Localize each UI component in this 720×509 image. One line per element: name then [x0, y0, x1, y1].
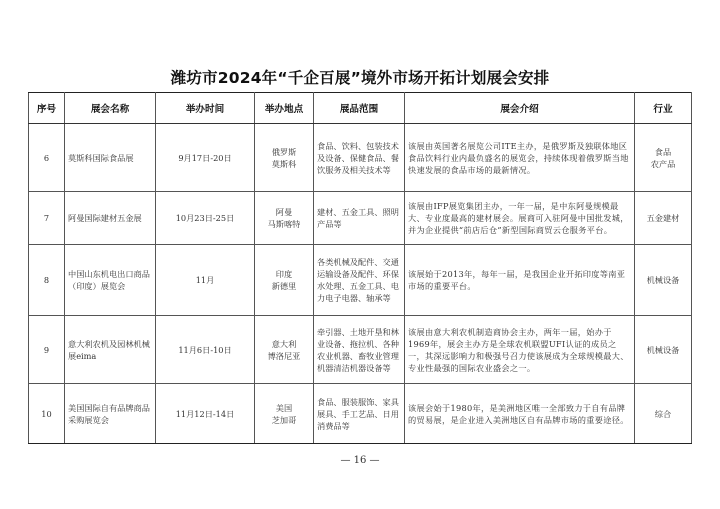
intro-cell: 该展会始于1980年，是美洲地区唯一全部致力于自有品牌的贸易展，是企业进入美洲地区自有品牌市场的重要途径。	[405, 384, 635, 444]
place-line-2: 马斯喀特	[267, 219, 301, 229]
scope-cell: 牵引器、土地开垦和林业设备、拖拉机、各种农业机器、畜牧业管理机器清洁机器设备等	[314, 316, 405, 384]
table-row	[29, 384, 692, 444]
page-title: 潍坊市2024年“千企百展”境外市场开拓计划展会安排	[170, 69, 550, 87]
place-cell	[255, 245, 314, 316]
place-line-2: 新德里	[271, 281, 297, 291]
place-line-2: 博洛尼亚	[267, 350, 301, 361]
scope-cell: 建材、五金工具、照明产品等	[314, 192, 405, 245]
industry-cell	[635, 124, 692, 192]
seq-cell: 6	[29, 124, 65, 192]
name-cell: 意大利农机及园林机械展eima	[65, 316, 156, 384]
place-line-1: 俄罗斯	[271, 146, 297, 157]
scope-cell: 食品、服装服饰、家具展具、手工艺品、日用消费品等	[314, 384, 405, 444]
table-row	[29, 316, 692, 384]
seq-cell: 9	[29, 316, 65, 384]
place-cell	[255, 316, 314, 384]
time-cell: 11月6日-10日	[156, 316, 255, 384]
header-scope: 展品范围	[314, 93, 405, 124]
header-name: 展会名称	[65, 93, 156, 124]
header-intro: 展会介绍	[405, 93, 635, 124]
name-cell: 阿曼国际建材五金展	[65, 192, 156, 245]
intro-cell: 该展始于2013年，每年一届，是我国企业开拓印度等南亚市场的重要平台。	[405, 245, 635, 316]
scope-cell: 食品、饮料、包装技术及设备、保健食品、餐饮服务及相关技术等	[314, 124, 405, 192]
time-cell: 11月12日-14日	[156, 384, 255, 444]
intro-cell: 该展由英国著名展览公司ITE主办，是俄罗斯及独联体地区食品饮料行业内最负盛名的展览会，持续体现着俄罗斯当地快速发展的食品市场的最新情况。	[405, 124, 635, 192]
place-cell	[255, 384, 314, 444]
name-cell: 美国国际自有品牌商品采购展览会	[65, 384, 156, 444]
time-cell: 10月23日-25日	[156, 192, 255, 245]
header-time: 举办时间	[156, 93, 255, 124]
table-header-row	[29, 93, 692, 124]
industry-cell: 综合	[635, 384, 692, 444]
time-cell: 11月	[156, 245, 255, 316]
industry-cell: 机械设备	[635, 316, 692, 384]
exhibition-schedule-table	[28, 92, 692, 444]
header-place: 举办地点	[255, 93, 314, 124]
header-seq: 序号	[29, 93, 65, 124]
place-cell	[255, 192, 314, 245]
place-line-1: 美国	[275, 402, 293, 413]
table-row	[29, 124, 692, 192]
table-row	[29, 192, 692, 245]
place-cell	[255, 124, 314, 192]
time-cell: 9月17日-20日	[156, 124, 255, 192]
industry-cell: 五金建材	[635, 192, 692, 245]
place-line-1: 印度	[275, 269, 293, 279]
place-line-1: 意大利	[271, 338, 297, 349]
table-row	[29, 245, 692, 316]
intro-cell: 该展由意大利农机制造商协会主办，两年一届，始办于1969年，展会主办方是全球农机联盟UFI认证的成员之一，其深远影响力和极强号召力使该展成为全球规模最大、专业性最强的国际农业盛会之一。	[405, 316, 635, 384]
page-number: — 16 —	[340, 455, 380, 466]
header-industry: 行业	[635, 93, 692, 124]
intro-cell: 该展由IFP展览集团主办，一年一届，是中东阿曼规模最大、专业度最高的建材展会。展商可入驻阿曼中国批发城，并为企业提供“前店后仓”新型国际商贸云仓服务平台。	[405, 192, 635, 245]
seq-cell: 7	[29, 192, 65, 245]
name-cell: 莫斯科国际食品展	[65, 124, 156, 192]
industry-cell: 机械设备	[635, 245, 692, 316]
place-line-1: 阿曼	[275, 207, 293, 217]
industry-line-2: 农产品	[650, 158, 676, 169]
name-cell: 中国山东机电出口商品（印度）展览会	[65, 245, 156, 316]
industry-line-1: 食品	[654, 146, 672, 157]
seq-cell: 8	[29, 245, 65, 316]
place-line-2: 莫斯科	[271, 158, 297, 169]
seq-cell: 10	[29, 384, 65, 444]
scope-cell: 各类机械及配件、交通运输设备及配件、环保水处理、五金工具、电力电子电器、轴承等	[314, 245, 405, 316]
place-line-2: 芝加哥	[271, 414, 297, 425]
